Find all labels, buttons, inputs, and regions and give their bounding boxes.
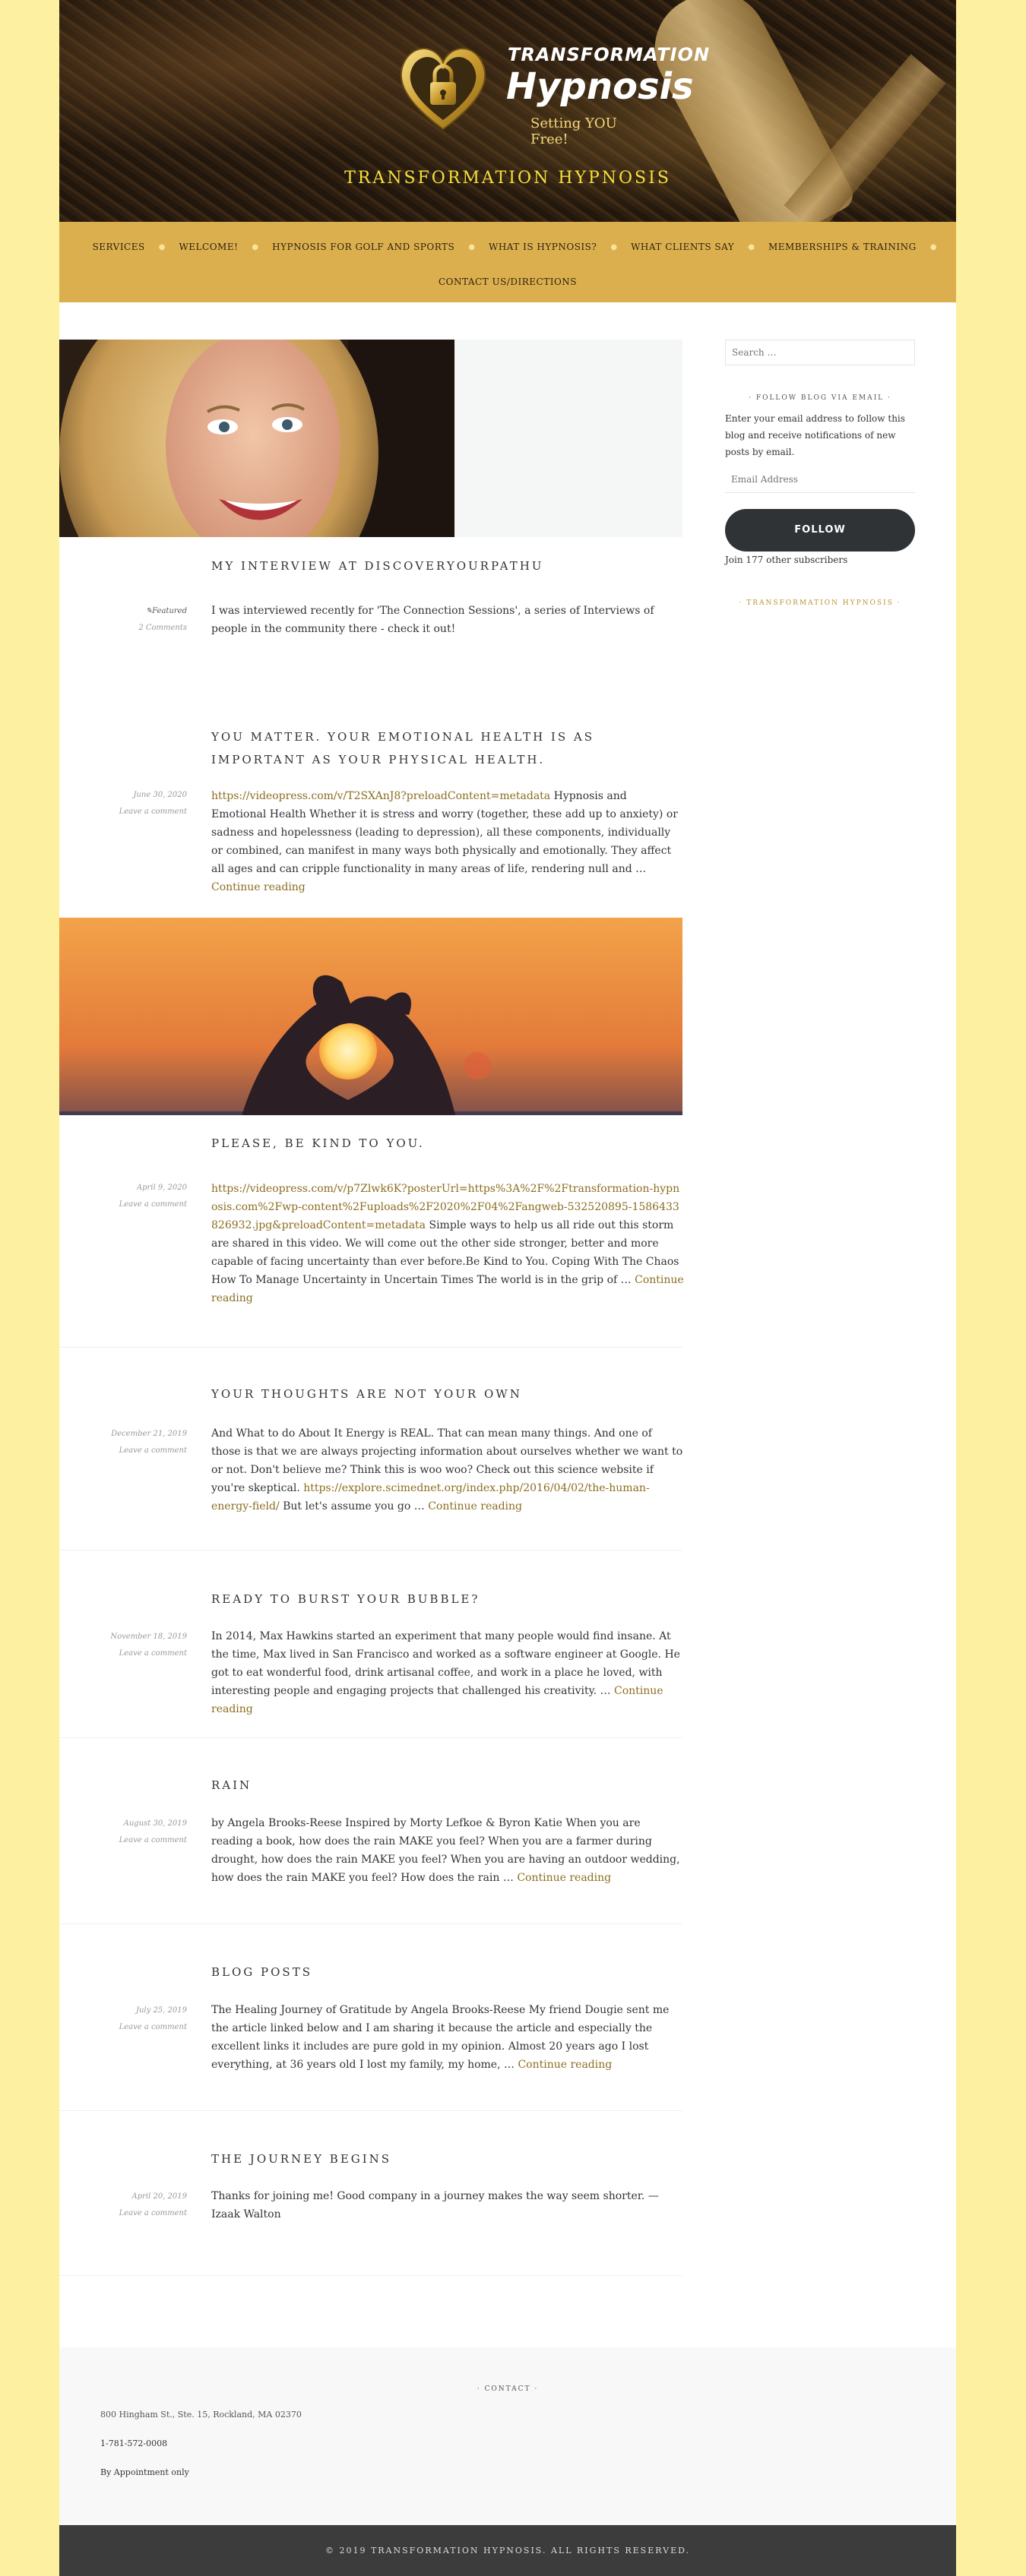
copyright-bar: © 2019 TRANSFORMATION HYPNOSIS. ALL RIGHTS RESERVED. <box>59 2525 956 2576</box>
post-excerpt-text: Hypnosis and Emotional Health Whether it is stress and worry (together, these add up to anxiety) or sadness and hopelessness (leading to depression), all these components, individually or combined, can manifest in many ways both physically and emotionally. They affect all ages and can cripple functionality in many areas of life, rendering null and … <box>211 790 678 875</box>
nav-item-services[interactable]: SERVICES <box>92 242 145 252</box>
footer-widgets <box>59 2347 956 2525</box>
subscriber-count: Join 177 other subscribers <box>725 555 848 565</box>
post-excerpt-text: And What to do About It Energy is REAL. That can mean many things. And one of those is that we are always projecting information about ourselves whether we want to or not. Don't believe me? Think this is woo woo? Check out this science website if you're skeptical. <box>211 1427 683 1494</box>
post-excerpt <box>211 1814 684 1887</box>
site-logo[interactable] <box>394 38 711 147</box>
post-meta <box>105 2002 187 2036</box>
post-excerpt <box>211 1627 684 1718</box>
post-date[interactable]: December 21, 2019 <box>111 1430 187 1438</box>
post-comments-link[interactable]: Leave a comment <box>119 1446 187 1455</box>
post-date[interactable]: November 18, 2019 <box>110 1633 187 1641</box>
continue-reading-link[interactable]: Continue reading <box>211 881 306 893</box>
post-comments-link[interactable]: Leave a comment <box>119 2023 187 2031</box>
post-featured-image[interactable] <box>59 918 682 1115</box>
post-excerpt-text: Simple ways to help us all ride out this storm are shared in this video. We will come out the other side stronger, better and more capable of facing uncertainty than ever before.Be Kind to You. Coping With The Chaos How To Manage Uncertainty in Uncertain Times The world is in the grip of … <box>211 1219 679 1286</box>
post-title[interactable]: BLOG POSTS <box>211 1965 312 1979</box>
nav-item-contact[interactable]: CONTACT US/DIRECTIONS <box>438 277 578 287</box>
post-excerpt: Thanks for joining me! Good company in a journey makes the way seem shorter. — Izaak Walton <box>211 2190 659 2220</box>
post-divider <box>59 1737 682 1738</box>
post-comments-link[interactable]: Leave a comment <box>119 1200 187 1209</box>
post-title[interactable]: READY TO BURST YOUR BUBBLE? <box>211 1592 480 1606</box>
post-meta <box>105 1629 187 1662</box>
nav-item-memberships-training[interactable]: MEMBERSHIPS & TRAINING <box>768 242 917 252</box>
post-date[interactable]: April 9, 2020 <box>136 1184 187 1192</box>
nav-row <box>59 235 956 258</box>
footer-address: 800 Hingham St., Ste. 15, Rockland, MA 02370 <box>100 2410 302 2420</box>
follow-widget-title: · FOLLOW BLOG VIA EMAIL · <box>749 394 891 402</box>
post-video-link[interactable]: https://videopress.com/v/p7Zlwk6K?posterUrl=https%3A%2F%2Ftransformation-hypnosis.com%2Fwp-content%2Fuploads%2F2020%2F04%2Fangweb-532520895-1586433826932.jpg&preloadContent=metadata <box>211 1183 680 1231</box>
post-comments-link[interactable]: Leave a comment <box>119 808 187 816</box>
post-date[interactable]: July 25, 2019 <box>135 2006 187 2015</box>
post-comments-link[interactable]: Leave a comment <box>119 1649 187 1658</box>
post-excerpt-text: But let's assume you go … <box>279 1500 429 1512</box>
post-date[interactable]: June 30, 2020 <box>133 791 187 799</box>
nav-item-welcome[interactable]: WELCOME! <box>179 242 239 252</box>
post-divider <box>59 2275 682 2276</box>
portrait-photo <box>59 340 454 537</box>
follow-widget-description: Enter your email address to follow this blog and receive notifications of new posts by email. <box>725 413 905 457</box>
nav-separator: ● <box>252 242 259 251</box>
post-meta <box>105 1816 187 1849</box>
nav-row <box>59 270 956 293</box>
post-excerpt-text: In 2014, Max Hawkins started an experiment that many people would find insane. At the time, Max lived in San Francisco and worked as a software engineer at Google. He got to eat wonderful food, drink artisanal coffee, and work in a place he loved, with interesting people and engaging projects that challenged his creativity. … <box>211 1630 680 1697</box>
nav-separator: ● <box>468 242 475 251</box>
pin-icon: ✎ <box>145 607 153 615</box>
post-comments-link[interactable]: 2 Comments <box>138 624 187 632</box>
continue-reading-link[interactable]: Continue reading <box>211 1685 663 1715</box>
nav-separator: ● <box>929 242 937 251</box>
post-video-link[interactable]: https://videopress.com/v/T2SXAnJ8?preloadContent=metadata <box>211 790 551 802</box>
continue-reading-link[interactable]: Continue reading <box>518 2059 613 2071</box>
search-input[interactable] <box>725 340 915 365</box>
sunset-heart-photo <box>59 918 682 1115</box>
featured-label <box>105 603 187 620</box>
post-title[interactable]: YOUR THOUGHTS ARE NOT YOUR OWN <box>211 1387 522 1401</box>
post-comments-link[interactable]: Leave a comment <box>119 1836 187 1844</box>
post-featured-image[interactable] <box>59 340 682 537</box>
continue-reading-link[interactable]: Continue reading <box>517 1872 612 1884</box>
nav-separator: ● <box>748 242 755 251</box>
post-external-link[interactable]: https://explore.scimednet.org/index.php/2016/04/02/the-human-energy-field/ <box>211 1482 650 1512</box>
post-excerpt: I was interviewed recently for 'The Connection Sessions', a series of Interviews of people in the community there - check it out! <box>211 605 654 635</box>
post-meta <box>105 2189 187 2222</box>
post-title[interactable]: THE JOURNEY BEGINS <box>211 2152 392 2166</box>
post-title[interactable]: RAIN <box>211 1778 252 1792</box>
post-divider <box>59 1347 682 1348</box>
nav-separator: ● <box>610 242 618 251</box>
email-field[interactable] <box>725 466 915 493</box>
logo-text-transformation: TRANSFORMATION <box>508 44 711 65</box>
post-date[interactable]: April 20, 2019 <box>131 2192 187 2201</box>
post-comments-link[interactable]: Leave a comment <box>119 2209 187 2217</box>
post-excerpt <box>211 1180 684 1307</box>
footer-phone[interactable]: 1-781-572-0008 <box>100 2439 168 2448</box>
continue-reading-link[interactable]: Continue reading <box>211 1274 684 1304</box>
post-excerpt-text: The Healing Journey of Gratitude by Angela Brooks-Reese My friend Dougie sent me the article linked below and I am sharing it because the article and especially the excellent links it includes are pure gold in my opinion. Almost 20 years ago I lost everything, at 36 years old I lost my family, my home, … <box>211 2004 670 2071</box>
site-header <box>59 0 956 222</box>
post-divider <box>59 2110 682 2111</box>
post-excerpt-text: by Angela Brooks-Reese Inspired by Morty Lefkoe & Byron Katie When you are reading a book, how does the rain MAKE you feel? When you are a farmer during drought, how does the rain MAKE you feel? When you are having an outdoor wedding, how does the rain MAKE you feel? How does the rain … <box>211 1817 680 1884</box>
footer-appointment: By Appointment only <box>100 2467 189 2477</box>
post-meta <box>105 1426 187 1459</box>
post-meta <box>105 603 187 637</box>
nav-item-what-is-hypnosis[interactable]: WHAT IS HYPNOSIS? <box>489 242 597 252</box>
post-excerpt <box>211 1424 684 1516</box>
post-title[interactable]: PLEASE, BE KIND TO YOU. <box>211 1136 425 1150</box>
heart-lock-icon <box>394 38 492 137</box>
post-meta <box>105 1180 187 1213</box>
nav-item-what-clients-say[interactable]: WHAT CLIENTS SAY <box>631 242 735 252</box>
sidebar-brand-link[interactable]: · TRANSFORMATION HYPNOSIS · <box>739 599 901 607</box>
post-excerpt <box>211 2001 684 2074</box>
contact-title: · CONTACT · <box>477 2385 539 2393</box>
post-date[interactable]: August 30, 2019 <box>123 1819 187 1828</box>
logo-tagline: Setting YOU Free! <box>530 115 617 147</box>
post-divider <box>59 1923 682 1924</box>
follow-button[interactable]: FOLLOW <box>725 509 915 552</box>
nav-separator: ● <box>158 242 166 251</box>
post-title[interactable]: YOU MATTER. YOUR EMOTIONAL HEALTH IS AS IMPORTANT AS YOUR PHYSICAL HEALTH. <box>211 730 595 766</box>
page <box>59 0 956 2576</box>
main-navigation <box>59 222 956 302</box>
post-excerpt <box>211 787 684 896</box>
nav-item-golf-sports[interactable]: HYPNOSIS FOR GOLF AND SPORTS <box>272 242 455 252</box>
site-title[interactable]: TRANSFORMATION HYPNOSIS <box>344 169 671 188</box>
post-title[interactable]: MY INTERVIEW AT DISCOVERYOURPATHU <box>211 559 544 573</box>
logo-text-hypnosis: Hypnosis <box>506 65 694 108</box>
post-meta-featured: Featured <box>152 607 187 615</box>
post-meta <box>105 787 187 820</box>
continue-reading-link[interactable]: Continue reading <box>428 1500 522 1512</box>
